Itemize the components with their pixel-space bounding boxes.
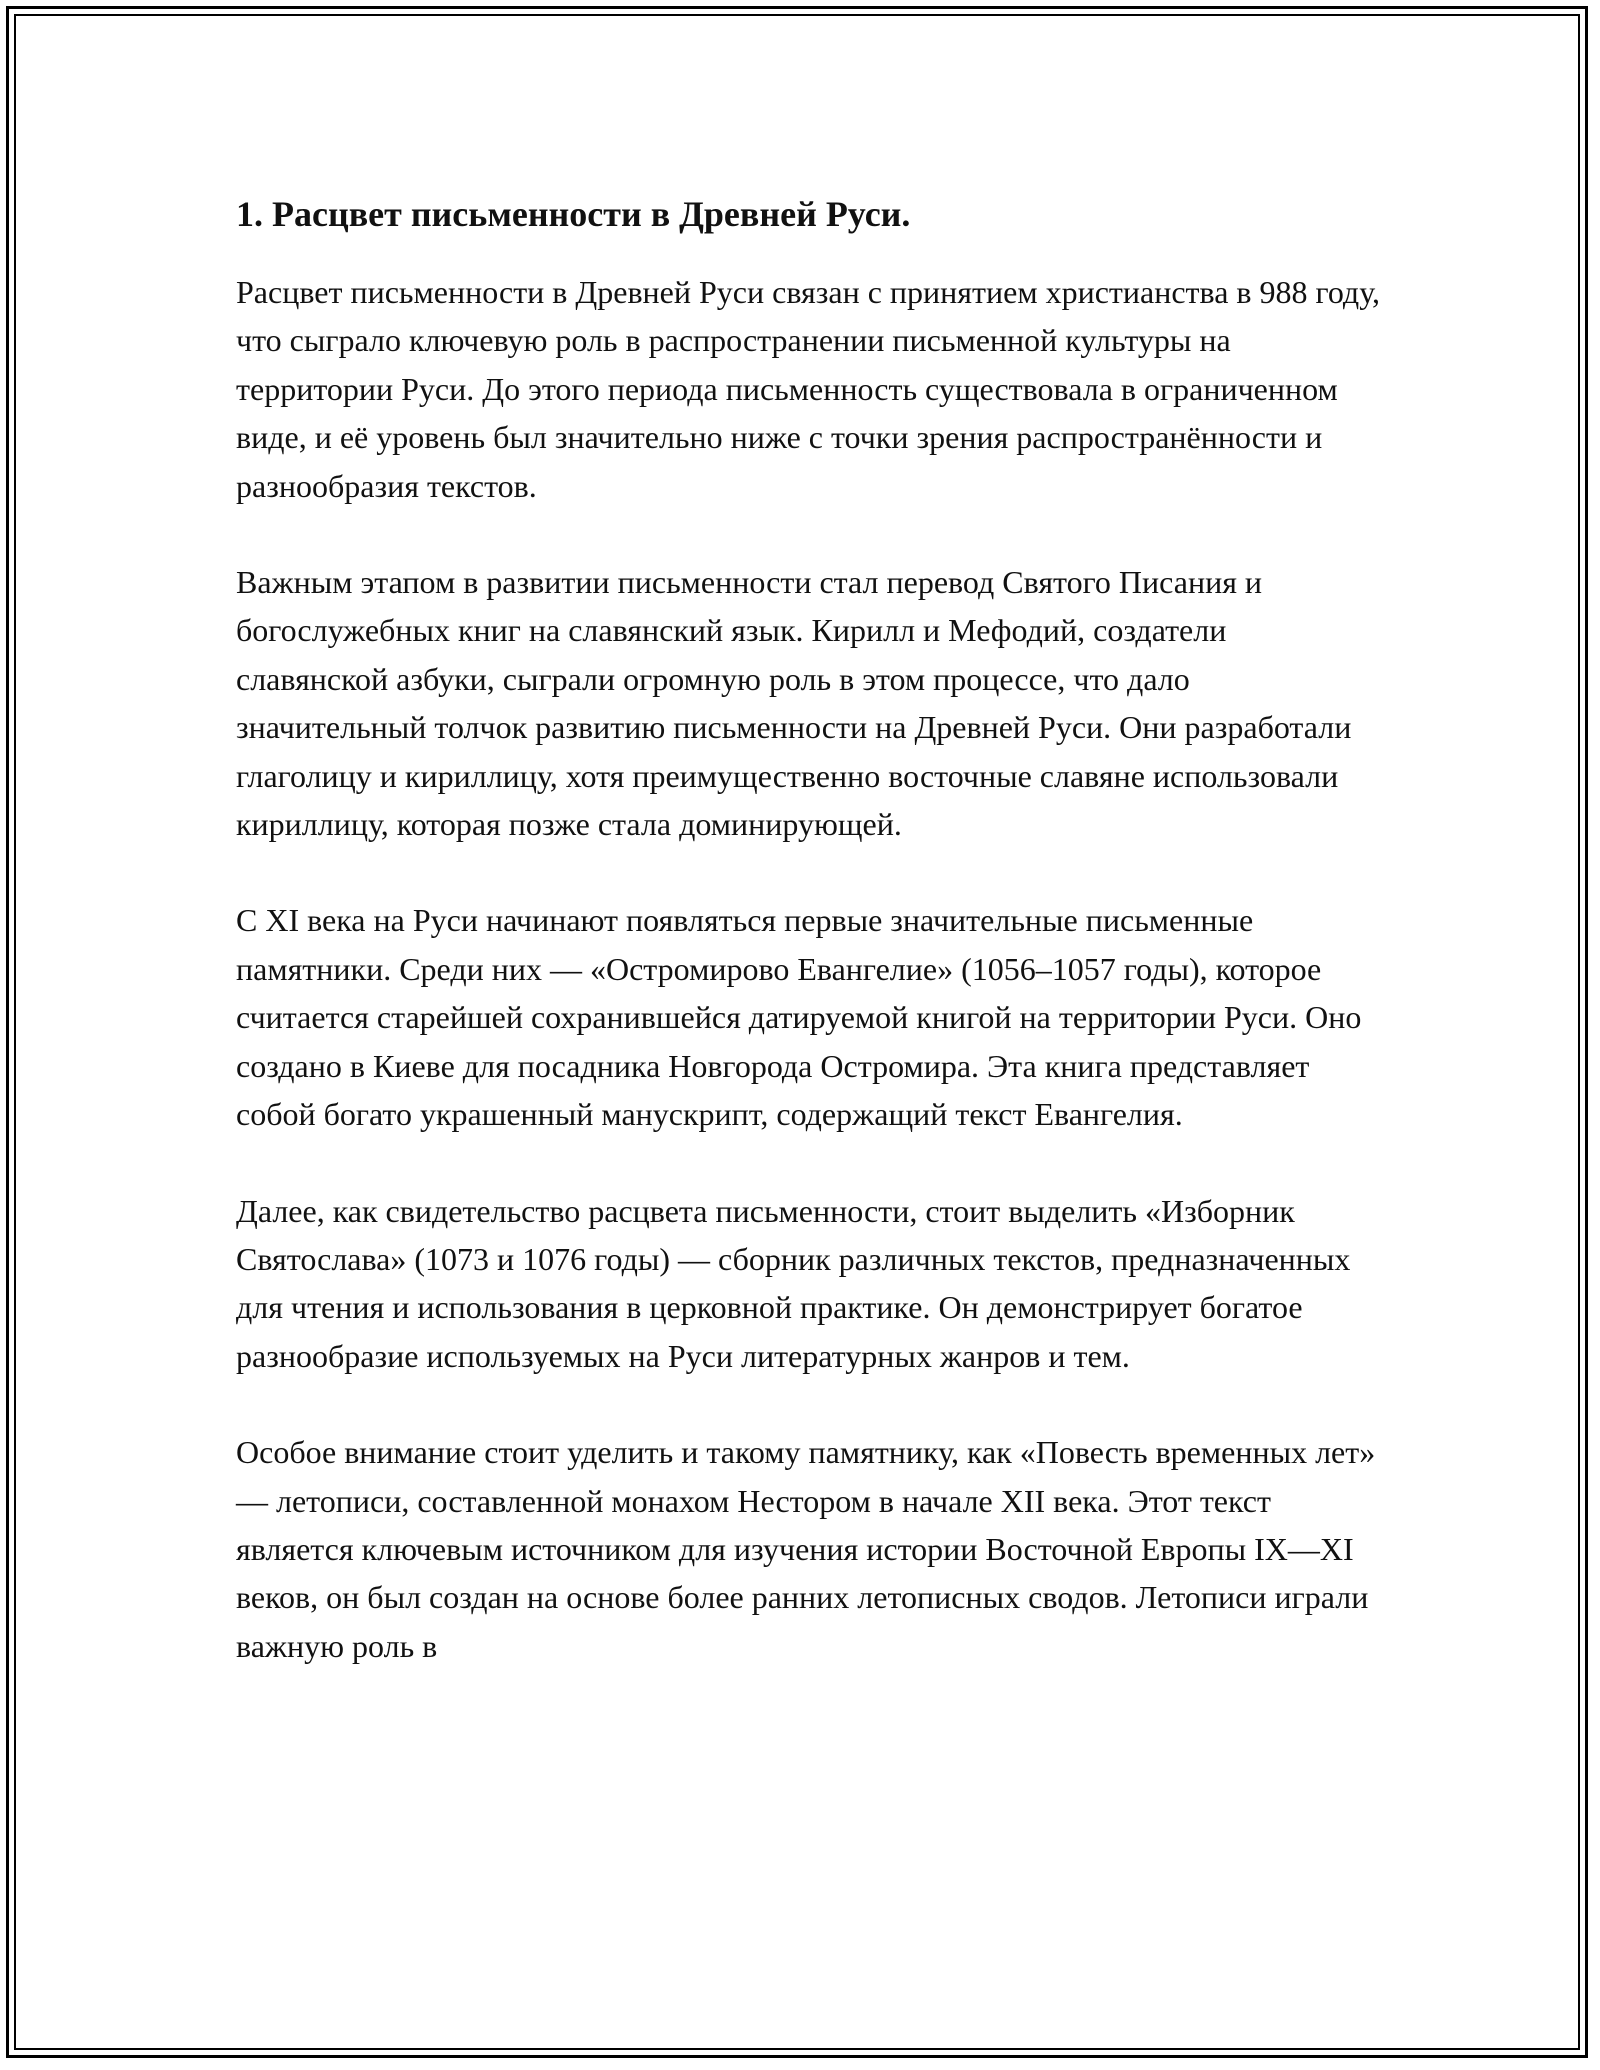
paragraph-izbornik-svyatoslava: Далее, как свидетельство расцвета письменности, стоит выделить «Изборник Святослава» (1073 и 1076 годы) — сборник различных текстов, предназначенных для чтения и использования в церковной практике. Он демонстрирует богатое разнообразие используемых на Руси литературных жанров и тем. [236, 1192, 1351, 1374]
paragraph-tale-of-bygone-years: Особое внимание стоит уделить и такому памятнику, как «Повесть временных лет» — летописи, составленной монахом Нестором в начале XII века. Этот текст является ключевым источником для изучения истории Восточной Европы IX—XI веков, он был создан на основе более ранних летописных сводов. Летописи играли важную роль в [236, 1434, 1376, 1664]
document-body [236, 190, 1386, 1670]
paragraph-christianization: Расцвет письменности в Древней Руси связан с принятием христианства в 988 году, что сыграло ключевую роль в распространении письменной культуры на территории Руси. До этого периода письменность существовала в ограниченном виде, и её уровень был значительно ниже с точки зрения распространённости и разнообразия текстов. [236, 274, 1380, 504]
paragraph-cyril-methodius: Важным этапом в развитии письменности стал перевод Святого Писания и богослужебных книг на славянский язык. Кирилл и Мефодий, создатели славянской азбуки, сыграли огромную роль в этом процессе, что дало значительный толчок развитию письменности на Древней Руси. Они разработали глаголицу и кириллицу, хотя преимущественно восточные славяне использовали кириллицу, которая позже стала доминирующей. [236, 564, 1352, 843]
section-heading: 1. Расцвет письменности в Древней Руси. [236, 194, 911, 234]
paragraph-ostromir-gospel: С XI века на Руси начинают появляться первые значительные письменные памятники. Среди них — «Остромирово Евангелие» (1056–1057 годы), которое считается старейшей сохранившейся датируемой книгой на территории Руси. Оно создано в Киеве для посадника Новгорода Остромира. Эта книга представляет собой богато украшенный манускрипт, содержащий текст Евангелия. [236, 902, 1362, 1133]
